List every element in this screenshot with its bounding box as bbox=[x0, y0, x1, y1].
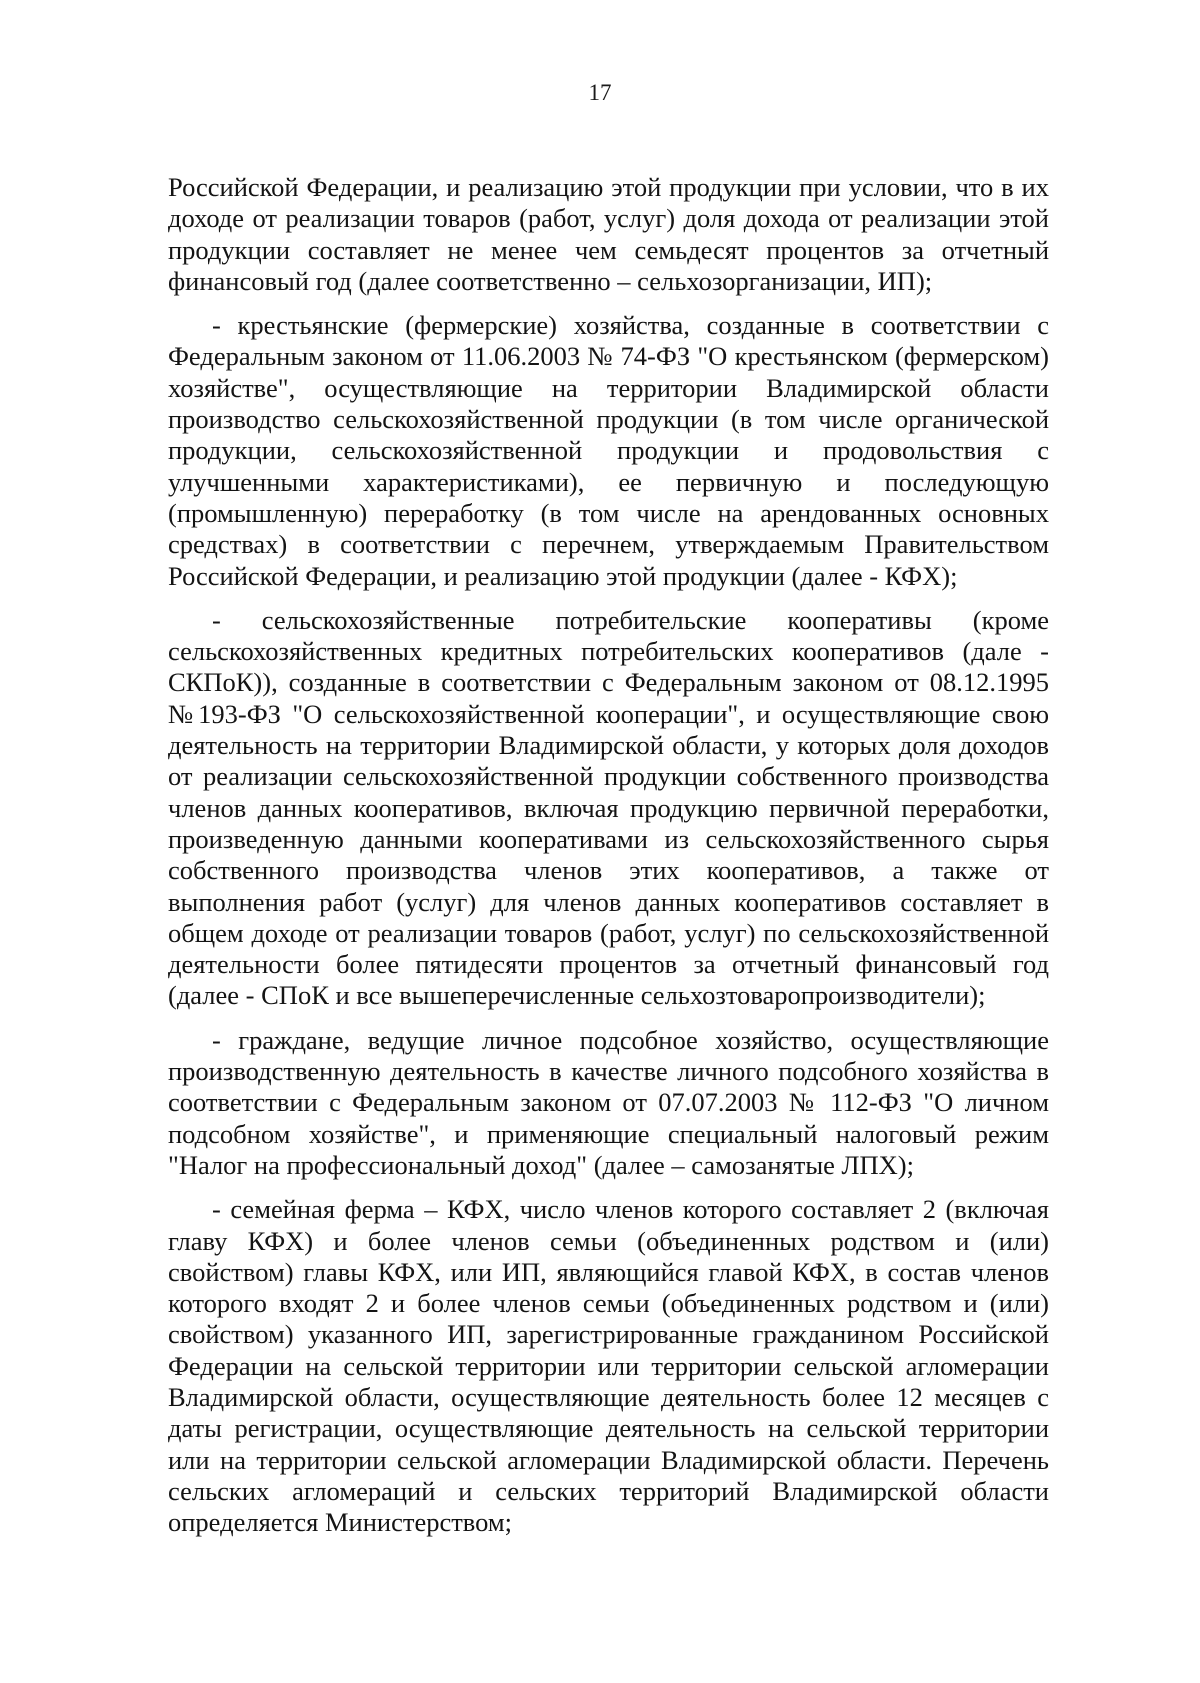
document-body bbox=[168, 172, 1049, 1538]
paragraph-3: - сельскохозяйственные потребительские кооперативы (кроме сельскохозяйственных кредитных потребительских кооперативов (дале - СКПоК)), созданные в соответствии с Федеральным законом от 08.12.1995 №193-ФЗ "О сельскохозяйственной кооперации", и осуществляющие свою деятельность на территории Владимирской области, у которых доля доходов от реализации сельскохозяйственной продукции собственного производства членов данных кооперативов, включая продукцию первичной переработки, произведенную данными кооперативами из сельскохозяйственного сырья собственного производства членов этих кооперативов, а также от выполнения работ (услуг) для членов данных кооперативов составляет в общем доходе от реализации товаров (работ, услуг) по сельскохозяйственной деятельности более пятидесяти процентов за отчетный финансовый год (далее - СПоК и все вышеперечисленные сельхозтоваропроизводители); bbox=[168, 604, 1049, 1011]
paragraph-5: - семейная ферма – КФХ, число членов которого составляет 2 (включая главу КФХ) и более членов семьи (объединенных родством и (или) свойством) главы КФХ, или ИП, являющийся главой КФХ, в состав членов которого входят 2 и более членов семьи (объединенных родством и (или) свойством) указанного ИП, зарегистрированные гражданином Российской Федерации на сельской территории или территории сельской агломерации Владимирской области, осуществляющие деятельность более 12 месяцев с даты регистрации, осуществляющие деятельность на сельской территории или на территории сельской агломерации Владимирской области. Перечень сельских агломераций и сельских территорий Владимирской области определяется Министерством; bbox=[168, 1194, 1049, 1538]
paragraph-1: Российской Федерации, и реализацию этой продукции при условии, что в их доходе от реализации товаров (работ, услуг) доля дохода от реализации этой продукции составляет не менее чем семьдесят процентов за отчетный финансовый год (далее соответственно – сельхозорганизации, ИП); bbox=[168, 172, 1049, 296]
paragraph-4: - граждане, ведущие личное подсобное хозяйство, осуществляющие производственную деятельность в качестве личного подсобного хозяйства в соответствии с Федеральным законом от 07.07.2003 № 112-ФЗ "О личном подсобном хозяйстве", и применяющие специальный налоговый режим "Налог на профессиональный доход" (далее – самозанятые ЛПХ); bbox=[168, 1024, 1049, 1180]
page-number: 17 bbox=[588, 80, 612, 105]
paragraph-2: - крестьянские (фермерские) хозяйства, созданные в соответствии с Федеральным законом от 11.06.2003 № 74-ФЗ "О крестьянском (фермерском) хозяйстве", осуществляющие на территории Владимирской области производство сельскохозяйственной продукции (в том числе органической продукции, сельскохозяйственной продукции и продовольствия с улучшенными характеристиками), ее первичную и последующую (промышленную) переработку (в том числе на арендованных основных средствах) в соответствии с перечнем, утверждаемым Правительством Российской Федерации, и реализацию этой продукции (далее - КФХ); bbox=[168, 310, 1049, 591]
